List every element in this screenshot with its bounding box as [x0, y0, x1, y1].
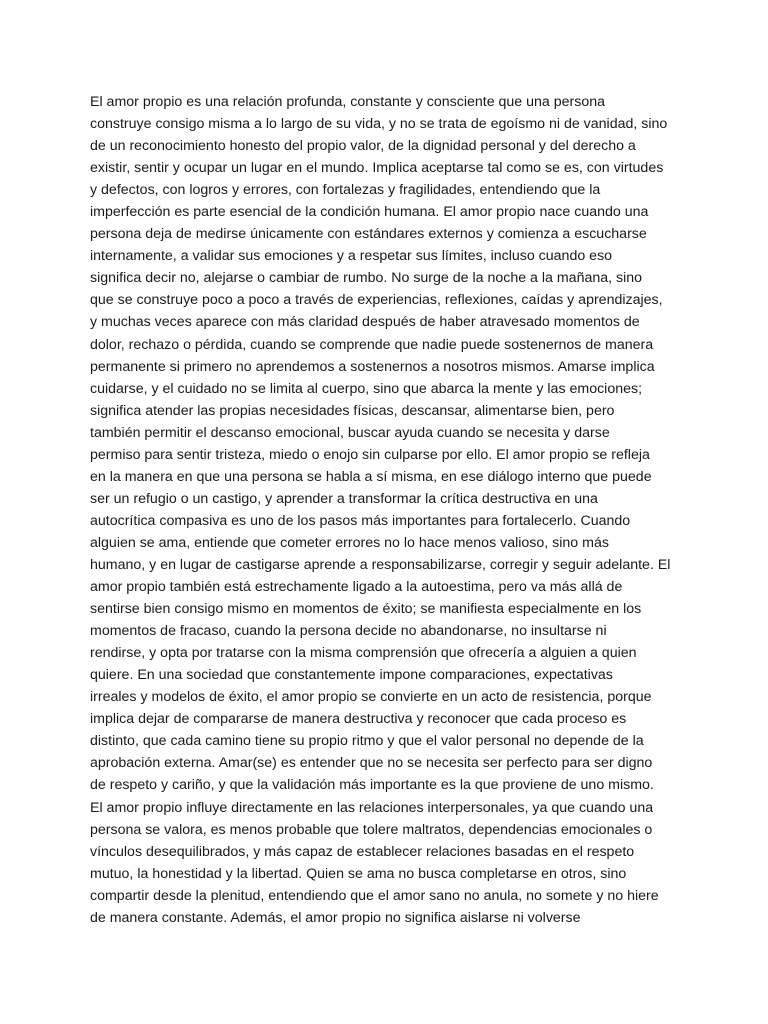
paragraph-line: irreales y modelos de éxito, el amor propio se convierte en un acto de resistencia, porque — [90, 689, 652, 706]
paragraph-line: implica dejar de compararse de manera destructiva y reconocer que cada proceso es — [90, 711, 627, 728]
paragraph-line: internamente, a validar sus emociones y a respetar sus límites, incluso cuando eso — [90, 248, 613, 265]
paragraph-line: permanente si primero no aprendemos a sostenernos a nosotros mismos. Amarse implica — [90, 358, 655, 375]
body-paragraph — [90, 91, 690, 929]
paragraph-line: aprobación externa. Amar(se) es entender que no se necesita ser perfecto para ser digno — [90, 755, 653, 772]
paragraph-line: momentos de fracaso, cuando la persona decide no abandonarse, no insultarse ni — [90, 623, 607, 640]
paragraph-line: humano, y en lugar de castigarse aprende a responsabilizarse, corregir y seguir adelante. El — [90, 556, 671, 573]
paragraph-line: construye consigo misma a lo largo de su vida, y no se trata de egoísmo ni de vanidad, sino — [90, 116, 668, 133]
paragraph-line: existir, sentir y ocupar un lugar en el mundo. Implica aceptarse tal como se es, con virtudes — [90, 160, 664, 177]
paragraph-line: sentirse bien consigo mismo en momentos de éxito; se manifiesta especialmente en los — [90, 601, 642, 618]
paragraph-line: también permitir el descanso emocional, buscar ayuda cuando se necesita y darse — [90, 424, 610, 441]
paragraph-line: distinto, que cada camino tiene su propio ritmo y que el valor personal no depende de la — [90, 733, 644, 750]
paragraph-line: y muchas veces aparece con más claridad después de haber atravesado momentos de — [90, 314, 640, 331]
paragraph-line: de manera constante. Además, el amor propio no significa aislarse ni volverse — [90, 909, 581, 926]
paragraph-line: mutuo, la honestidad y la libertad. Quien se ama no busca completarse en otros, sino — [90, 865, 627, 882]
paragraph-line: El amor propio es una relación profunda, constante y consciente que una persona — [90, 94, 606, 110]
paragraph-line: compartir desde la plenitud, entendiendo que el amor sano no anula, no somete y no hiere — [90, 887, 659, 904]
paragraph-line: imperfección es parte esencial de la condición humana. El amor propio nace cuando una — [90, 204, 649, 221]
paragraph-line: alguien se ama, entiende que cometer errores no lo hace menos valioso, sino más — [90, 534, 609, 551]
paragraph-line: significa atender las propias necesidades físicas, descansar, alimentarse bien, pero — [90, 402, 615, 419]
paragraph-line: cuidarse, y el cuidado no se limita al cuerpo, sino que abarca la mente y las emociones; — [90, 380, 643, 397]
paragraph-line: El amor propio influye directamente en las relaciones interpersonales, ya que cuando una — [90, 799, 654, 816]
paragraph-line: de un reconocimiento honesto del propio valor, de la dignidad personal y del derecho a — [90, 138, 636, 155]
paragraph-line: persona deja de medirse únicamente con estándares externos y comienza a escucharse — [90, 226, 647, 243]
paragraph-line: rendirse, y opta por tratarse con la misma comprensión que ofrecería a alguien a quien — [90, 645, 637, 662]
paragraph-line: amor propio también está estrechamente ligado a la autoestima, pero va más allá de — [90, 579, 623, 596]
paragraph-line: y defectos, con logros y errores, con fortalezas y fragilidades, entendiendo que la — [90, 182, 601, 199]
paragraph-line: ser un refugio o un castigo, y aprender a transformar la crítica destructiva en una — [90, 490, 598, 507]
paragraph-line: significa decir no, alejarse o cambiar de rumbo. No surge de la noche a la mañana, sino — [90, 270, 643, 287]
paragraph-line: quiere. En una sociedad que constantemente impone comparaciones, expectativas — [90, 667, 613, 684]
paragraph-line: de respeto y cariño, y que la validación más importante es la que proviene de uno mismo. — [90, 777, 654, 794]
paragraph-line: autocrítica compasiva es uno de los pasos más importantes para fortalecerlo. Cuando — [90, 512, 631, 529]
paragraph-line: persona se valora, es menos probable que tolere maltratos, dependencias emocionales o — [90, 821, 653, 838]
paragraph-line: permiso para sentir tristeza, miedo o enojo sin culparse por ello. El amor propio se refleja — [90, 446, 650, 463]
paragraph-line: vínculos desequilibrados, y más capaz de establecer relaciones basadas en el respeto — [90, 843, 635, 860]
paragraph-line: que se construye poco a poco a través de experiencias, reflexiones, caídas y aprendizajes, — [90, 292, 663, 309]
paragraph-line: dolor, rechazo o pérdida, cuando se comprende que nadie puede sostenernos de manera — [90, 336, 654, 353]
paragraph-line: en la manera en que una persona se habla a sí misma, en ese diálogo interno que puede — [90, 468, 652, 485]
